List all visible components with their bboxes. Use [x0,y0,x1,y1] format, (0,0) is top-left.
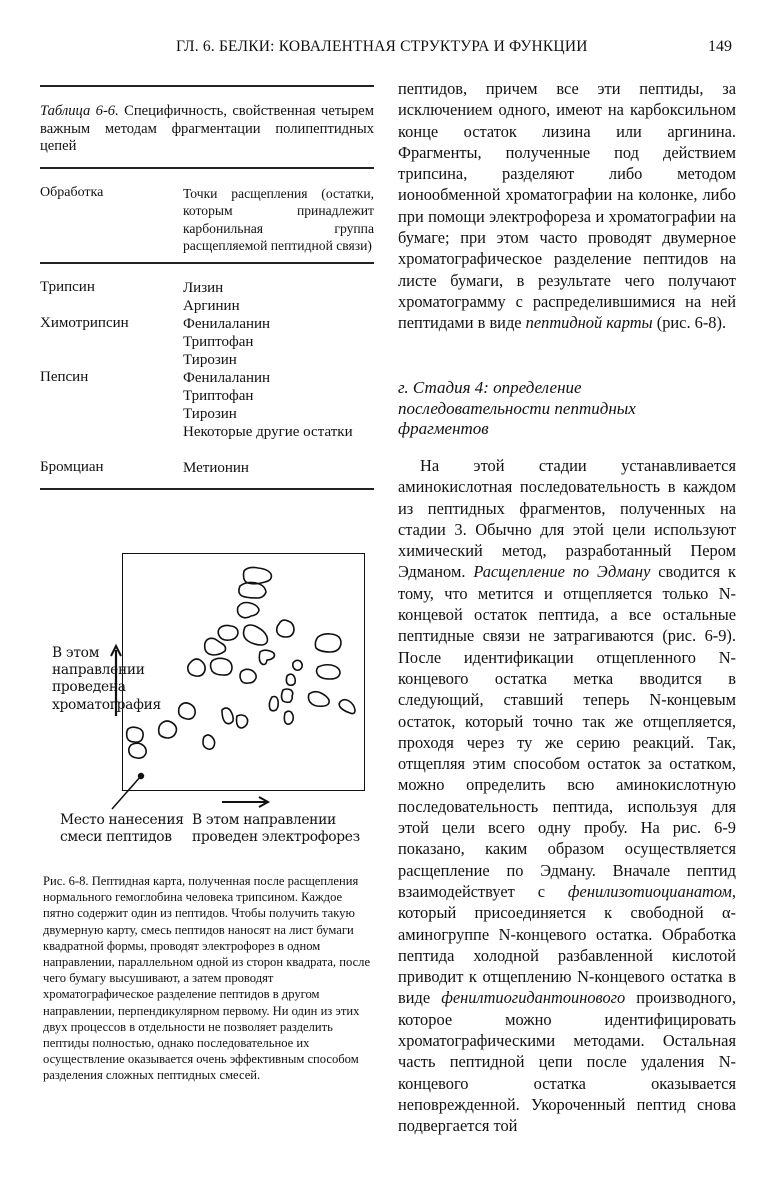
para2-text-d: производного, которое можно идентифицировать хроматографическими методами. Остальная часть пептидной цепи после удаления N-концевого остатка оказывается неповрежденной. Укороченный пептид снова подвергается той [398,988,736,1136]
section-heading: г. Стадия 4: определение последовательности пептидных фрагментов [398,378,636,439]
para2-italic-term-1: Расщепление по Эдману [473,562,651,582]
para2-italic-term-3: фенилтиогидантоинового [441,988,626,1008]
right-column-paragraph-1 [398,78,736,334]
table-row-site: Метионин [183,460,249,476]
application-point-label-line2: смеси пептидов [60,829,172,845]
table-row-site: Аргинин [183,298,240,314]
page-number: 149 [708,38,732,55]
table-row-site: Тирозин [183,406,237,422]
table-row-site: Фенилаланин [183,316,271,332]
running-head: ГЛ. 6. БЕЛКИ: КОВАЛЕНТНАЯ СТРУКТУРА И ФУНКЦИИ [176,38,588,55]
table-row-site: Фенилаланин [183,370,271,386]
table-row-label: Бромциан [40,459,104,475]
table-row-label: Химотрипсин [40,315,129,331]
chromatography-direction-label: В этом направлении проведена хроматография [52,645,161,713]
table-header-sites: Точки расщепления (остатки, которым принадлежит карбонильная группа расщепляемой пептидной связи) [183,186,374,254]
electrophoresis-direction-label-line1: В этом направлении [192,812,336,828]
para1-text-b: (рис. 6-8). [652,313,727,333]
table-row-site: Некоторые другие остатки [183,424,353,440]
application-point-label-line1: Место нанесения [60,812,184,828]
table-caption-label: Таблица 6-6. [40,103,119,119]
right-column-paragraph-2 [398,455,736,1137]
para1-italic-term: пептидной карты [525,313,653,333]
table-row-site: Лизин [183,280,224,296]
para2-text-c: , который присоединяется к свободной α-аминогруппе N-концевого остатка. Обработка пептида холодной разбавленной кислотой приводит к отщеплению N-концевого остатка в виде [398,881,736,1008]
table-header-treatment: Обработка [40,185,104,200]
table-row-site: Тирозин [183,352,237,368]
table-row-site: Триптофан [183,388,254,404]
para1-text-a: пептидов, причем все эти пептиды, за исключением одного, имеют на карбоксильном конце остаток лизина или аргинина. Фрагменты, полученные под действием трипсина, разделяют либо методом ионообменной хроматографии на колонке, либо при помощи электрофореза и хроматографии на бумаге; при этом часто проводят двумерное хроматографическое разделение пептидов на листе бумаги, в результате чего получают хроматограмму с распределившимися на ней пептидами в виде [398,79,736,333]
table-row-label: Трипсин [40,279,95,295]
table-row-label: Пепсин [40,369,89,385]
para2-text-b: сводится к тому, что метится и отщепляется только N-концевой остаток пептида, а все остальные пептидные связи не затрагиваются (рис. 6-9). После идентификации отщепленного N-концевого остатка метка вводится в следующий, ставший теперь N-концевым остаток, который точно так же отщепляется, проходя через ту же серию реакций. Так, отщепляя этим способом остаток за остатком, можно определить всю аминокислотную последовательность пептида, используя для этой цели всего одну пробу. На рис. 6-9 показано, каким образом осуществляется расщепление по Эдману. Вначале пептид взаимодействует с [398,562,736,901]
para2-text-a: На этой стадии устанавливается аминокислотная последовательность в каждом из пептидных фрагментов, полученных на стадии 3. Обычно для этой цели используют химический метод, разработанный Пером Эдманом. [398,456,736,582]
electrophoresis-direction-label-line2: проведен электрофорез [192,829,360,845]
figure-caption: Рис. 6-8. Пептидная карта, полученная после расщепления нормального гемоглобина человека трипсином. Каждое пятно содержит один из пептидов. Чтобы получить такую двумерную карту, смесь пептидов наносят на лист бумаги квадратной формы, проводят электрофорез в одном направлении, параллельном одной из сторон квадрата, после чего бумагу высушивают, а затем проводят хроматографическое разделение пептидов в другом направлении, перпендикулярном первому. Ни один из этих двух процессов в отдельности не позволяет разделить пептиды полностью, однако последовательное их осуществление оказывается очень эффективным способом разделения сложных пептидных смесей. [43,874,371,1083]
table-caption-text: Специфичность, свойственная четырем важным методам фрагментации полипептидных цепей [40,103,375,155]
table-row-site: Триптофан [183,334,254,350]
para2-italic-term-2: фенилизотиоцианатом [567,881,732,901]
